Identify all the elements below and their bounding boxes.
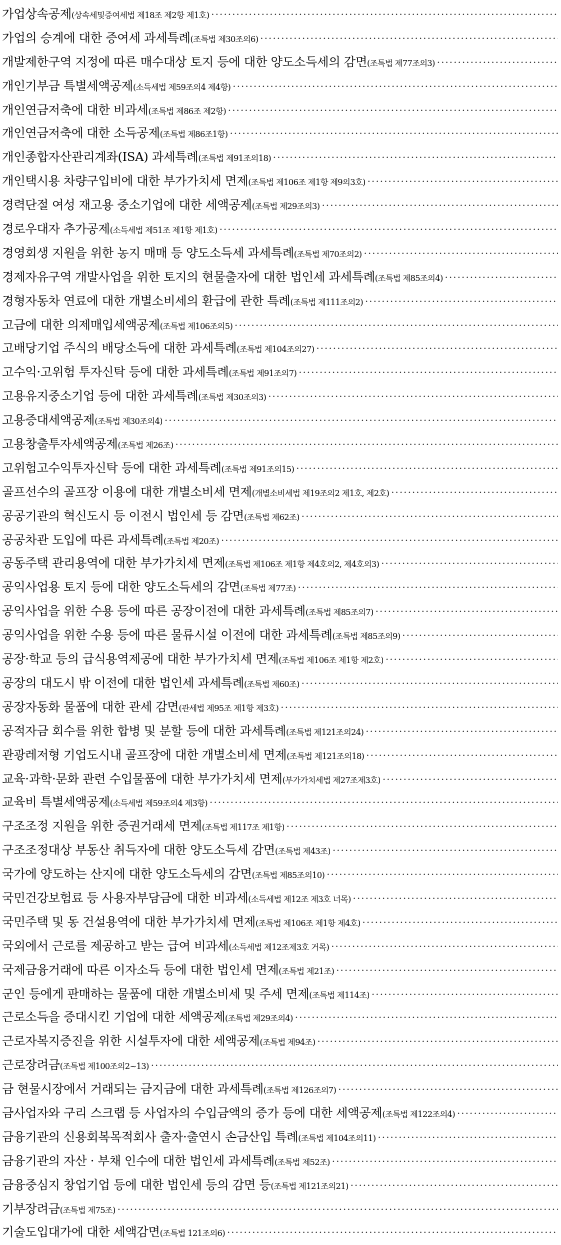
index-entry — [0, 696, 561, 720]
entry-reference: (조특법 제104조의27) — [236, 344, 315, 355]
entry-reference: (개별소비세법 제19조의2 제1호, 제2호) — [251, 487, 390, 498]
entry-reference: (조특법 제85조의4) — [374, 272, 443, 283]
index-entry — [0, 337, 561, 361]
index-entry — [0, 744, 561, 768]
entry-reference: (조특법 제94조) — [259, 1037, 316, 1048]
dot-leader — [268, 386, 558, 409]
index-entry — [0, 1221, 561, 1245]
entry-reference: (조특법 제91조의15) — [221, 463, 295, 474]
index-entry — [0, 218, 561, 242]
entry-reference: (조특법 제122조의4) — [382, 1108, 455, 1119]
index-entry — [0, 1150, 561, 1174]
entry-title: 금융기관의 자산 · 부채 인수에 대한 법인세 과세특례 — [2, 1153, 275, 1168]
index-entry — [0, 170, 561, 194]
index-entry — [0, 768, 561, 792]
entry-title: 고수익·고위험 투자신탁 등에 대한 과세특례 — [2, 365, 229, 380]
entry-reference: (조특법 제106조 제1항 제9의3호) — [248, 177, 366, 188]
entry-title: 기술도입대가에 대한 세액감면 — [2, 1225, 160, 1240]
dot-leader — [353, 888, 558, 911]
dot-leader — [298, 577, 558, 600]
index-entry — [0, 457, 561, 481]
dot-leader — [362, 912, 558, 935]
entry-reference: (조특법 제111조의2) — [290, 296, 363, 307]
entry-title: 국민건강보험료 등 사용자부담금에 대한 비과세 — [2, 890, 249, 905]
entry-title: 근로소득을 증대시킨 기업에 대한 세액공제 — [2, 1010, 226, 1025]
dot-leader — [365, 291, 558, 314]
dot-leader — [230, 123, 558, 146]
dot-leader — [378, 1127, 558, 1150]
dot-leader — [164, 410, 558, 433]
entry-title: 공적자금 회수를 위한 합병 및 분할 등에 대한 과세특례 — [2, 723, 287, 738]
entry-reference: (조특법 제26조) — [117, 440, 174, 451]
index-entry — [0, 600, 561, 624]
dot-leader — [375, 601, 558, 624]
dot-leader — [381, 553, 558, 576]
dot-leader — [281, 697, 558, 720]
dot-leader — [331, 936, 558, 959]
entry-reference: (소득세법 제59조의4 제3항) — [109, 798, 208, 809]
entry-reference: (조특법 제20조) — [163, 535, 219, 546]
index-entry — [0, 959, 561, 983]
entry-title: 국민주택 및 동 건설용역에 대한 부가가치세 면제 — [2, 914, 256, 929]
entry-title: 금사업자와 구리 스크랩 등 사업자의 수입금액의 증가 등에 대한 세액공제 — [2, 1105, 383, 1120]
entry-reference: (조특법 121조의6) — [159, 1228, 225, 1239]
index-entry — [0, 314, 561, 338]
entry-title: 경형자동차 연료에 대한 개별소비세의 환급에 관한 특례 — [2, 293, 291, 308]
dot-leader — [367, 171, 558, 194]
dot-leader — [385, 649, 558, 672]
dot-leader — [301, 506, 558, 529]
entry-title: 기부장려금 — [2, 1201, 60, 1216]
entry-reference: (소득세법 제12조 제3호 너목) — [248, 893, 351, 904]
entry-reference: (조특법 제106조 제1항 제2호) — [278, 655, 384, 666]
entry-reference: (소득세법 제51조 제1항 제1호) — [109, 225, 218, 236]
dot-leader — [117, 1199, 558, 1222]
index-entry — [0, 27, 561, 51]
dot-leader — [322, 195, 558, 218]
entry-title: 공장·학교 등의 급식용역제공에 대한 부가가치세 면제 — [2, 652, 279, 667]
dot-leader — [299, 362, 558, 385]
index-entry — [0, 51, 561, 75]
dot-leader — [295, 1007, 558, 1030]
entry-title: 근로자복지증진을 위한 시설투자에 대한 세액공제 — [2, 1034, 260, 1049]
entry-title: 가업상속공제 — [2, 7, 72, 21]
index-entry — [0, 791, 561, 815]
entry-title: 국가에 양도하는 산지에 대한 양도소득세의 감면 — [2, 867, 252, 882]
dot-leader — [286, 816, 558, 839]
entry-reference: (조특법 제30조의3) — [198, 392, 267, 403]
entry-title: 공익사업을 위한 수용 등에 따른 물류시설 이전에 대한 과세특례 — [2, 628, 333, 643]
index-entry — [0, 648, 561, 672]
entry-reference: (조특법 제114조) — [309, 989, 370, 1000]
entry-title: 고용증대세액공제 — [2, 413, 95, 428]
entry-reference: (조특법 제100조의2~13) — [59, 1061, 149, 1072]
entry-reference: (부가가치세법 제27조제3호) — [282, 774, 381, 785]
entry-reference: (조특법 제85조의9) — [332, 631, 401, 642]
index-entry — [0, 146, 561, 170]
entry-reference: (조특법 제121조의21) — [270, 1180, 349, 1191]
entry-reference: (조특법 제121조의24) — [286, 726, 364, 737]
entry-title: 경제자유구역 개발사업을 위한 토지의 현물출자에 대한 법인세 과세특례 — [2, 269, 375, 284]
entry-reference: (조특법 제77조) — [240, 583, 296, 594]
entry-reference: (조특법 제21조) — [278, 965, 335, 976]
entry-title: 고위험고수익투자신탁 등에 대한 과세특례 — [2, 460, 222, 475]
dot-leader — [175, 434, 558, 457]
entry-reference: (조특법 제106조 제1항 제4호의2, 제4호의3) — [225, 559, 380, 570]
index-entry — [0, 122, 561, 146]
index-entry — [0, 194, 561, 218]
dot-leader — [457, 1103, 558, 1126]
entry-title: 개인연금저축에 대한 소득공제 — [2, 126, 160, 141]
index-entry — [0, 576, 561, 600]
entry-reference: (조특법 제29조의3) — [251, 201, 320, 212]
index-entry — [0, 1030, 561, 1054]
entry-title: 골프선수의 골프장 이용에 대한 개별소비세 면제 — [2, 484, 252, 499]
dot-leader — [228, 100, 558, 123]
dot-leader — [221, 530, 558, 553]
index-entry — [0, 1174, 561, 1198]
index-entry — [0, 361, 561, 385]
entry-reference: (관세법 제95조 제1항 제3호) — [178, 702, 279, 713]
entry-title: 공동주택 관리용역에 대한 부가가치세 면제 — [2, 556, 226, 571]
entry-reference: (조특법 제52조) — [274, 1156, 330, 1167]
entry-title: 개인종합자산관리계좌(ISA) 과세특례 — [2, 150, 199, 165]
entry-title: 개인연금저축에 대한 비과세 — [2, 102, 149, 117]
entry-title: 근로장려금 — [2, 1058, 60, 1073]
index-entry — [0, 266, 561, 290]
entry-title: 공공기관의 혁신도시 등 이전시 법인세 등 감면 — [2, 508, 244, 523]
entry-title: 경로우대자 추가공제 — [2, 222, 110, 237]
dot-leader — [316, 338, 558, 361]
entry-reference: (조특법 제77조의3) — [367, 57, 435, 68]
entry-reference: (조특법 제126조의7) — [263, 1085, 337, 1096]
dot-leader — [317, 1031, 558, 1054]
dot-leader — [296, 458, 558, 481]
dot-leader — [151, 1055, 558, 1078]
dot-leader — [327, 864, 558, 887]
index-entry — [0, 481, 561, 505]
entry-reference: (조특법 제106조 제1항 제4호) — [255, 917, 361, 928]
entry-title: 고용유지중소기업 등에 대한 과세특례 — [2, 389, 199, 404]
dot-leader — [211, 4, 558, 27]
index-entry — [0, 1198, 561, 1222]
entry-title: 경력단절 여성 재고용 중소기업에 대한 세액공제 — [2, 198, 252, 213]
dot-leader — [273, 147, 558, 170]
index-entry — [0, 552, 561, 576]
entry-reference: (소득세법 제59조의4 제4항) — [132, 81, 231, 92]
index-entry — [0, 3, 561, 27]
entry-title: 가업의 승계에 대한 증여세 과세특례 — [2, 30, 191, 45]
entry-title: 고금에 대한 의제매입세액공제 — [2, 317, 160, 332]
entry-reference: (조특법 제29조의4) — [225, 1013, 293, 1024]
index-entry — [0, 99, 561, 123]
entry-reference: (조특법 제75조) — [59, 1204, 116, 1215]
entry-title: 군인 등에게 판매하는 물품에 대한 개별소비세 및 주세 면제 — [2, 986, 310, 1001]
index-entry — [0, 839, 561, 863]
index-entry — [0, 1126, 561, 1150]
entry-reference: (조특법 제70조의2) — [293, 248, 362, 259]
dot-leader — [402, 625, 558, 648]
entry-title: 구조조정 지원을 위한 증권거래세 면제 — [2, 819, 202, 834]
dot-leader — [350, 1175, 558, 1198]
index-entry — [0, 983, 561, 1007]
entry-reference: (조특법 제86조 제2항) — [148, 105, 226, 116]
entry-reference: (조특법 제91조의7) — [228, 368, 297, 379]
entry-reference: (소득세법 제12조제3호 거목) — [228, 941, 330, 952]
entry-title: 고배당기업 주식의 배당소득에 대한 과세특례 — [2, 341, 237, 356]
index-entry — [0, 911, 561, 935]
dot-leader — [336, 960, 558, 983]
entry-reference: (조특법 제30조의6) — [190, 33, 259, 44]
index-entry — [0, 242, 561, 266]
entry-title: 공익사업용 토지 등에 대한 양도소득세의 감면 — [2, 580, 241, 595]
entry-title: 공장의 대도시 밖 이전에 대한 법인세 과세특례 — [2, 675, 244, 690]
entry-title: 금융기관의 신용회복목적회사 출자·출연시 손금산입 특례 — [2, 1129, 299, 1144]
index-entry — [0, 815, 561, 839]
dot-leader — [332, 1151, 558, 1174]
dot-leader — [391, 482, 558, 505]
entry-title: 공익사업을 위한 수용 등에 따른 공장이전에 대한 과세특례 — [2, 604, 306, 619]
entry-title: 교육비 특별세액공제 — [2, 795, 110, 810]
entry-title: 금융중심지 창업기업 등에 대한 법인세 등의 감면 등 — [2, 1177, 271, 1192]
index-entry — [0, 672, 561, 696]
index-entry — [0, 624, 561, 648]
entry-title: 관광레저형 기업도시내 골프장에 대한 개별소비세 면제 — [2, 747, 287, 762]
entry-reference: (조특법 제62조) — [243, 511, 300, 522]
index-entry — [0, 529, 561, 553]
dot-leader — [233, 76, 558, 99]
dot-leader — [437, 52, 558, 75]
dot-leader — [301, 673, 558, 696]
entry-reference: (조특법 제43조) — [274, 846, 331, 857]
entry-title: 교육·과학·문화 관련 수입물품에 대한 부가가치세 면제 — [2, 771, 283, 786]
entry-title: 공장자동화 물품에 대한 관세 감면 — [2, 699, 179, 714]
entry-title: 금 현물시장에서 거래되는 금지금에 대한 과세특례 — [2, 1082, 264, 1097]
dot-leader — [227, 1222, 558, 1245]
index-entry — [0, 505, 561, 529]
dot-leader — [382, 769, 558, 792]
index-entry — [0, 1078, 561, 1102]
dot-leader — [364, 243, 558, 266]
entry-title: 공공차관 도입에 따른 과세특례 — [2, 532, 164, 547]
entry-reference: (조특법 제104조의11) — [298, 1132, 376, 1143]
dot-leader — [235, 315, 558, 338]
index-entry — [0, 385, 561, 409]
entry-reference: (조특법 제30조의4) — [94, 416, 163, 427]
index-entry — [0, 433, 561, 457]
entry-title: 개인기부금 특별세액공제 — [2, 78, 133, 93]
entry-reference: (조특법 제117조 제1항) — [201, 822, 285, 833]
entry-title: 국외에서 근로를 제공하고 받는 급여 비과세 — [2, 938, 229, 953]
index-entry — [0, 290, 561, 314]
entry-title: 구조조정대상 부동산 취득자에 대한 양도소득세 감면 — [2, 843, 275, 858]
dot-leader — [332, 840, 558, 863]
entry-title: 고용창출투자세액공제 — [2, 437, 118, 452]
entry-reference: (조특법 제86조1항) — [159, 129, 228, 140]
entry-reference: (조특법 제91조의18) — [198, 153, 271, 164]
dot-leader — [219, 219, 558, 242]
dot-leader — [371, 984, 558, 1007]
index-entry — [0, 75, 561, 99]
dot-leader — [260, 28, 558, 51]
index-entry — [0, 1054, 561, 1078]
entry-title: 개발제한구역 지정에 따른 매수대상 토지 등에 대한 양도소득세의 감면 — [2, 54, 368, 69]
index-entry — [0, 935, 561, 959]
index-entry — [0, 863, 561, 887]
entry-title: 경영회생 지원을 위한 농지 매매 등 양도소득세 과세특례 — [2, 245, 294, 260]
entry-title: 국제금융거래에 따른 이자소득 등에 대한 법인세 면제 — [2, 962, 279, 977]
entry-reference: (조특법 제121조의18) — [286, 750, 365, 761]
entry-title: 개인택시용 차량구입비에 대한 부가가치세 면제 — [2, 174, 249, 189]
entry-reference: (조특법 제60조) — [243, 678, 300, 689]
entry-reference: (상속세및증여세법 제18조 제2항 제1호) — [71, 10, 210, 20]
index-entry — [0, 720, 561, 744]
entry-reference: (조특법 제85조의7) — [305, 607, 374, 618]
index-entry — [0, 1102, 561, 1126]
entry-reference: (조특법 제85조의10) — [251, 870, 325, 881]
index-entry — [0, 887, 561, 911]
index-entry — [0, 409, 561, 433]
dot-leader — [445, 267, 558, 290]
dot-leader — [338, 1079, 558, 1102]
dot-leader — [366, 745, 558, 768]
index-entry — [0, 1006, 561, 1030]
dot-leader — [366, 721, 558, 744]
dot-leader — [210, 792, 558, 815]
entry-reference: (조특법 제106조의5) — [159, 320, 233, 331]
